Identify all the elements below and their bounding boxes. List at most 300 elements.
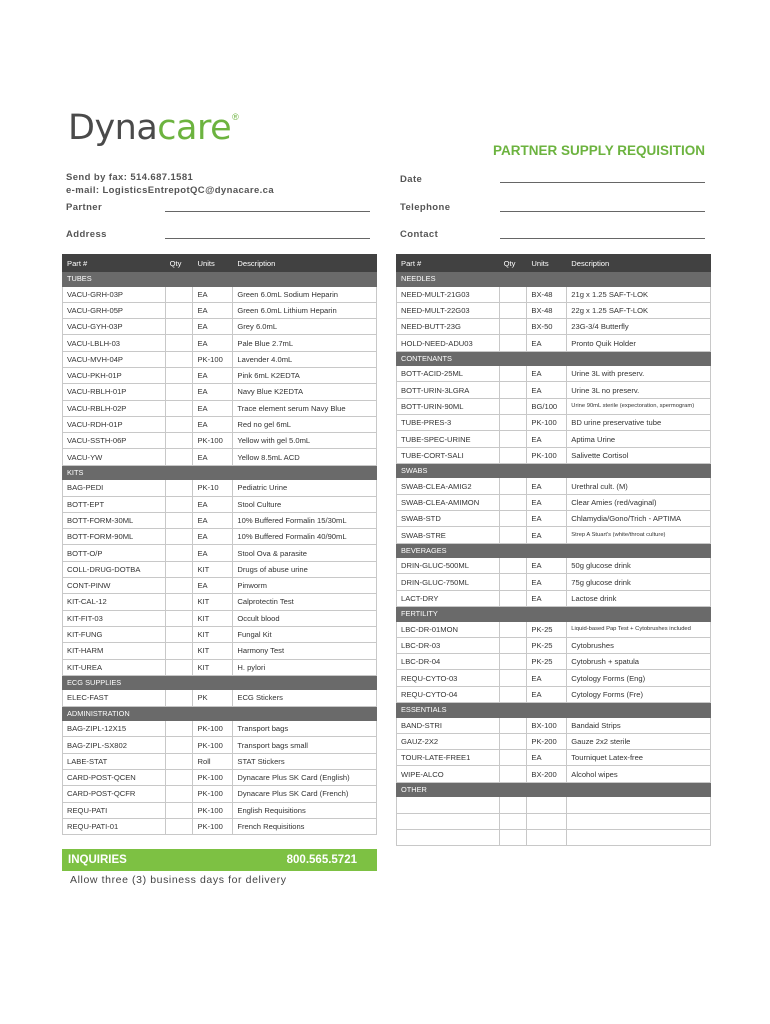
units-cell: EA xyxy=(527,511,567,527)
units-cell xyxy=(527,797,567,813)
table-row xyxy=(63,480,377,496)
units-cell: PK-100 xyxy=(527,447,567,463)
section-header-row xyxy=(63,465,377,480)
part-number-cell: HOLD-NEED-ADU03 xyxy=(397,335,500,351)
qty-cell[interactable] xyxy=(499,590,527,606)
part-number-cell: BAG-PEDI xyxy=(63,480,166,496)
table-row xyxy=(397,574,711,590)
description-cell: Tourniquet Latex-free xyxy=(567,750,711,766)
description-cell: 23G-3/4 Butterfly xyxy=(567,319,711,335)
qty-cell[interactable] xyxy=(499,686,527,702)
table-row xyxy=(63,529,377,545)
table-row xyxy=(63,496,377,512)
part-number-cell: REQU-PATI-01 xyxy=(63,818,166,834)
units-cell: PK-200 xyxy=(527,733,567,749)
qty-cell[interactable] xyxy=(165,753,193,769)
inquiries-phone: 800.565.5721 xyxy=(286,854,357,866)
column-header: Part # xyxy=(397,255,500,272)
qty-cell[interactable] xyxy=(499,750,527,766)
table-row xyxy=(397,717,711,733)
part-number-cell: TUBE-SPEC-URINE xyxy=(397,431,500,447)
section-label: BEVERAGES xyxy=(397,543,711,558)
table-row xyxy=(397,527,711,543)
description-cell: Stool Culture xyxy=(233,496,377,512)
qty-cell[interactable] xyxy=(499,494,527,510)
qty-cell[interactable] xyxy=(499,797,527,813)
qty-cell[interactable] xyxy=(499,766,527,782)
part-number-cell: DRIN-GLUC-750ML xyxy=(397,574,500,590)
part-number-cell: SWAB-STD xyxy=(397,511,500,527)
units-cell: KIT xyxy=(193,643,233,659)
qty-cell[interactable] xyxy=(499,478,527,494)
units-cell: EA xyxy=(193,578,233,594)
description-cell: Urine 90mL sterile (expectoration, spermogram) xyxy=(567,398,711,414)
description-cell: Stool Ova & parasite xyxy=(233,545,377,561)
description-cell: Strep A Stuart's (white/throat culture) xyxy=(567,527,711,543)
part-number-cell: VACU-RDH-01P xyxy=(63,416,166,432)
units-cell: EA xyxy=(527,686,567,702)
description-cell: Green 6.0mL Lithium Heparin xyxy=(233,302,377,318)
table-row xyxy=(63,578,377,594)
description-cell: 75g glucose drink xyxy=(567,574,711,590)
units-cell: EA xyxy=(193,400,233,416)
description-cell: Fungal Kit xyxy=(233,626,377,642)
column-header: Qty xyxy=(165,255,193,272)
qty-cell[interactable] xyxy=(499,621,527,637)
table-row xyxy=(63,561,377,577)
qty-cell[interactable] xyxy=(499,511,527,527)
column-header: Units xyxy=(527,255,567,272)
qty-cell[interactable] xyxy=(499,286,527,302)
units-cell: BX-50 xyxy=(527,319,567,335)
qty-cell[interactable] xyxy=(165,351,193,367)
part-number-cell: REQU-CYTO-04 xyxy=(397,686,500,702)
address-label: Address xyxy=(66,229,107,240)
table-row xyxy=(397,447,711,463)
description-cell: Pediatric Urine xyxy=(233,480,377,496)
description-cell: Aptima Urine xyxy=(567,431,711,447)
qty-cell[interactable] xyxy=(499,813,527,829)
description-cell: Navy Blue K2EDTA xyxy=(233,384,377,400)
partner-field[interactable] xyxy=(165,211,370,212)
part-number-cell: KIT-UREA xyxy=(63,659,166,675)
qty-cell[interactable] xyxy=(165,529,193,545)
section-label: TUBES xyxy=(63,272,377,287)
description-cell: Red no gel 6mL xyxy=(233,416,377,432)
partner-label: Partner xyxy=(66,202,103,213)
table-row xyxy=(397,686,711,702)
part-number-cell: VACU-GRH-03P xyxy=(63,286,166,302)
description-cell: Pink 6mL K2EDTA xyxy=(233,367,377,383)
qty-cell[interactable] xyxy=(499,637,527,653)
qty-cell[interactable] xyxy=(499,415,527,431)
part-number-cell: VACU-RBLH-01P xyxy=(63,384,166,400)
qty-cell[interactable] xyxy=(165,512,193,528)
table-row xyxy=(397,511,711,527)
description-cell: Chlamydia/Gono/Trich - APTIMA xyxy=(567,511,711,527)
description-cell: Cytobrushes xyxy=(567,637,711,653)
table-row xyxy=(397,286,711,302)
table-row xyxy=(63,416,377,432)
qty-cell[interactable] xyxy=(165,433,193,449)
table-row xyxy=(397,302,711,318)
units-cell: PK xyxy=(193,690,233,706)
qty-cell[interactable] xyxy=(499,335,527,351)
units-cell: EA xyxy=(527,494,567,510)
qty-cell[interactable] xyxy=(165,480,193,496)
description-cell: Urine 3L no preserv. xyxy=(567,382,711,398)
section-label: ADMINISTRATION xyxy=(63,706,377,721)
units-cell: EA xyxy=(527,574,567,590)
units-cell: BX-48 xyxy=(527,286,567,302)
table-row xyxy=(397,797,711,813)
section-label: ESSENTIALS xyxy=(397,703,711,718)
table-row xyxy=(397,733,711,749)
table-row xyxy=(397,590,711,606)
units-cell: EA xyxy=(193,496,233,512)
qty-cell[interactable] xyxy=(165,545,193,561)
description-cell: Green 6.0mL Sodium Heparin xyxy=(233,286,377,302)
fax-number: Send by fax: 514.687.1581 xyxy=(66,172,194,183)
description-cell: Cytobrush + spatula xyxy=(567,654,711,670)
description-cell: Pale Blue 2.7mL xyxy=(233,335,377,351)
part-number-cell: BAG-ZIPL-SX802 xyxy=(63,737,166,753)
qty-cell[interactable] xyxy=(165,818,193,834)
units-cell xyxy=(527,813,567,829)
description-cell: 21g x 1.25 SAF-T-LOK xyxy=(567,286,711,302)
section-header-row xyxy=(63,706,377,721)
qty-cell[interactable] xyxy=(165,302,193,318)
part-number-cell xyxy=(397,829,500,845)
part-number-cell: DRIN-GLUC-500ML xyxy=(397,558,500,574)
description-cell: Lavender 4.0mL xyxy=(233,351,377,367)
qty-cell[interactable] xyxy=(165,449,193,465)
description-cell: Salivette Cortisol xyxy=(567,447,711,463)
column-header: Qty xyxy=(499,255,527,272)
units-cell: PK-100 xyxy=(193,433,233,449)
part-number-cell: BOTT-URIN-90ML xyxy=(397,398,500,414)
units-cell: EA xyxy=(527,382,567,398)
contact-label: Contact xyxy=(400,229,439,240)
description-cell: Yellow 8.5mL ACD xyxy=(233,449,377,465)
part-number-cell: VACU-LBLH-03 xyxy=(63,335,166,351)
table-row xyxy=(63,302,377,318)
units-cell xyxy=(527,829,567,845)
units-cell: EA xyxy=(193,449,233,465)
qty-cell[interactable] xyxy=(165,737,193,753)
part-number-cell: TUBE-PRES-3 xyxy=(397,415,500,431)
qty-cell[interactable] xyxy=(499,398,527,414)
units-cell: EA xyxy=(193,335,233,351)
table-row xyxy=(63,433,377,449)
units-cell: EA xyxy=(193,384,233,400)
units-cell: PK-100 xyxy=(193,818,233,834)
section-header-row xyxy=(397,463,711,478)
units-cell: KIT xyxy=(193,610,233,626)
units-cell: PK-100 xyxy=(193,770,233,786)
description-cell: Pronto Quik Holder xyxy=(567,335,711,351)
left-supply-table xyxy=(62,254,377,835)
section-header-row xyxy=(63,675,377,690)
table-row xyxy=(397,478,711,494)
part-number-cell: ELEC-FAST xyxy=(63,690,166,706)
description-cell: STAT Stickers xyxy=(233,753,377,769)
part-number-cell: VACU-RBLH-02P xyxy=(63,400,166,416)
table-header-row xyxy=(63,255,377,272)
table-row xyxy=(63,384,377,400)
description-cell: Urethral cult. (M) xyxy=(567,478,711,494)
table-row xyxy=(63,367,377,383)
column-header: Description xyxy=(233,255,377,272)
page-title: PARTNER SUPPLY REQUISITION xyxy=(492,143,705,158)
units-cell: EA xyxy=(193,286,233,302)
table-row xyxy=(63,818,377,834)
units-cell: EA xyxy=(527,590,567,606)
section-header-row xyxy=(397,782,711,797)
qty-cell[interactable] xyxy=(499,366,527,382)
qty-cell[interactable] xyxy=(165,496,193,512)
part-number-cell xyxy=(397,813,500,829)
units-cell: KIT xyxy=(193,626,233,642)
units-cell: EA xyxy=(193,319,233,335)
table-row xyxy=(63,610,377,626)
date-label: Date xyxy=(400,174,423,185)
qty-cell[interactable] xyxy=(165,578,193,594)
units-cell: EA xyxy=(527,558,567,574)
qty-cell[interactable] xyxy=(165,384,193,400)
table-row xyxy=(63,351,377,367)
units-cell: PK-25 xyxy=(527,637,567,653)
description-cell: Gauze 2x2 sterile xyxy=(567,733,711,749)
description-cell: Dynacare Plus SK Card (English) xyxy=(233,770,377,786)
description-cell: Lactose drink xyxy=(567,590,711,606)
section-label: SWABS xyxy=(397,463,711,478)
description-cell: Urine 3L with preserv. xyxy=(567,366,711,382)
table-row xyxy=(397,829,711,845)
section-header-row xyxy=(397,272,711,287)
dynacare-logo: Dynacare ® xyxy=(68,108,239,148)
description-cell: Clear Amies (red/vaginal) xyxy=(567,494,711,510)
qty-cell[interactable] xyxy=(499,670,527,686)
qty-cell[interactable] xyxy=(165,416,193,432)
email-address: e-mail: LogisticsEntrepotQC@dynacare.ca xyxy=(66,185,275,196)
description-cell: Alcohol wipes xyxy=(567,766,711,782)
part-number-cell: COLL-DRUG-DOTBA xyxy=(63,561,166,577)
section-header-row xyxy=(397,703,711,718)
section-header-row xyxy=(397,543,711,558)
units-cell: PK-100 xyxy=(193,351,233,367)
units-cell: PK-100 xyxy=(193,721,233,737)
section-header-row xyxy=(397,607,711,622)
table-row xyxy=(397,366,711,382)
part-number-cell: SWAB-CLEA-AMIMON xyxy=(397,494,500,510)
qty-cell[interactable] xyxy=(165,786,193,802)
description-cell: French Requisitions xyxy=(233,818,377,834)
units-cell: KIT xyxy=(193,561,233,577)
qty-cell[interactable] xyxy=(499,431,527,447)
qty-cell[interactable] xyxy=(499,447,527,463)
section-label: KITS xyxy=(63,465,377,480)
table-row xyxy=(397,415,711,431)
qty-cell[interactable] xyxy=(165,659,193,675)
section-header-row xyxy=(63,272,377,287)
part-number-cell: LBC-DR-04 xyxy=(397,654,500,670)
qty-cell[interactable] xyxy=(165,594,193,610)
description-cell: 10% Buffered Formalin 15/30mL xyxy=(233,512,377,528)
table-row xyxy=(397,654,711,670)
description-cell: Transport bags small xyxy=(233,737,377,753)
description-cell: Calprotectin Test xyxy=(233,594,377,610)
part-number-cell: BAND-STRI xyxy=(397,717,500,733)
table-row xyxy=(63,802,377,818)
qty-cell[interactable] xyxy=(165,643,193,659)
part-number-cell: REQU-CYTO-03 xyxy=(397,670,500,686)
table-row xyxy=(397,398,711,414)
qty-cell[interactable] xyxy=(499,558,527,574)
qty-cell[interactable] xyxy=(165,561,193,577)
part-number-cell: LACT-DRY xyxy=(397,590,500,606)
table-header-row xyxy=(397,255,711,272)
qty-cell[interactable] xyxy=(165,721,193,737)
units-cell: EA xyxy=(193,367,233,383)
table-row xyxy=(63,753,377,769)
part-number-cell: NEED-MULT-22G03 xyxy=(397,302,500,318)
section-label: NEEDLES xyxy=(397,272,711,287)
qty-cell[interactable] xyxy=(165,367,193,383)
table-row xyxy=(397,382,711,398)
units-cell: PK-100 xyxy=(527,415,567,431)
telephone-label: Telephone xyxy=(400,202,451,213)
description-cell xyxy=(567,797,711,813)
part-number-cell: KIT-HARM xyxy=(63,643,166,659)
units-cell: BX-100 xyxy=(527,717,567,733)
table-row xyxy=(63,659,377,675)
telephone-field[interactable] xyxy=(500,211,705,212)
table-row xyxy=(397,750,711,766)
units-cell: BX-200 xyxy=(527,766,567,782)
units-cell: EA xyxy=(527,670,567,686)
part-number-cell: LABE-STAT xyxy=(63,753,166,769)
part-number-cell: BOTT-EPT xyxy=(63,496,166,512)
description-cell: Pinworm xyxy=(233,578,377,594)
date-field[interactable] xyxy=(500,182,705,183)
units-cell: KIT xyxy=(193,594,233,610)
table-row xyxy=(63,594,377,610)
units-cell: Roll xyxy=(193,753,233,769)
table-row xyxy=(397,558,711,574)
units-cell: BG/100 xyxy=(527,398,567,414)
description-cell: Yellow with gel 5.0mL xyxy=(233,433,377,449)
table-row xyxy=(63,319,377,335)
qty-cell[interactable] xyxy=(499,574,527,590)
qty-cell[interactable] xyxy=(499,319,527,335)
qty-cell[interactable] xyxy=(165,400,193,416)
units-cell: EA xyxy=(193,529,233,545)
description-cell xyxy=(567,813,711,829)
description-cell: Cytology Forms (Fre) xyxy=(567,686,711,702)
part-number-cell: KIT-FIT-03 xyxy=(63,610,166,626)
table-row xyxy=(63,643,377,659)
description-cell: Liquid-based Pap Test + Cytobrushes included xyxy=(567,621,711,637)
description-cell: Transport bags xyxy=(233,721,377,737)
part-number-cell: CARD-POST-QCFR xyxy=(63,786,166,802)
section-label: FERTILITY xyxy=(397,607,711,622)
column-header: Description xyxy=(567,255,711,272)
description-cell: Occult blood xyxy=(233,610,377,626)
part-number-cell: VACU-SSTH-06P xyxy=(63,433,166,449)
units-cell: PK-100 xyxy=(193,786,233,802)
table-row xyxy=(397,431,711,447)
part-number-cell: VACU-GYH-03P xyxy=(63,319,166,335)
table-row xyxy=(63,335,377,351)
qty-cell[interactable] xyxy=(165,626,193,642)
units-cell: EA xyxy=(193,302,233,318)
inquiries-bar xyxy=(62,849,377,871)
part-number-cell: BOTT-FORM-90ML xyxy=(63,529,166,545)
description-cell: Trace element serum Navy Blue xyxy=(233,400,377,416)
table-row xyxy=(63,737,377,753)
description-cell xyxy=(567,829,711,845)
qty-cell[interactable] xyxy=(499,717,527,733)
description-cell: 10% Buffered Formalin 40/90mL xyxy=(233,529,377,545)
description-cell: H. pylori xyxy=(233,659,377,675)
description-cell: Drugs of abuse urine xyxy=(233,561,377,577)
table-row xyxy=(63,400,377,416)
qty-cell[interactable] xyxy=(499,733,527,749)
units-cell: BX-48 xyxy=(527,302,567,318)
column-header: Part # xyxy=(63,255,166,272)
table-row xyxy=(397,670,711,686)
part-number-cell: GAUZ-2X2 xyxy=(397,733,500,749)
units-cell: EA xyxy=(527,750,567,766)
qty-cell[interactable] xyxy=(499,654,527,670)
units-cell: EA xyxy=(527,335,567,351)
units-cell: PK-25 xyxy=(527,654,567,670)
qty-cell[interactable] xyxy=(499,527,527,543)
part-number-cell: BOTT-O/P xyxy=(63,545,166,561)
column-header: Units xyxy=(193,255,233,272)
table-row xyxy=(63,626,377,642)
part-number-cell: WIPE-ALCO xyxy=(397,766,500,782)
contact-field[interactable] xyxy=(500,238,705,239)
units-cell: KIT xyxy=(193,659,233,675)
qty-cell[interactable] xyxy=(499,382,527,398)
qty-cell[interactable] xyxy=(165,610,193,626)
qty-cell[interactable] xyxy=(165,286,193,302)
part-number-cell: VACU-MVH-04P xyxy=(63,351,166,367)
part-number-cell xyxy=(397,797,500,813)
qty-cell[interactable] xyxy=(165,770,193,786)
qty-cell[interactable] xyxy=(165,690,193,706)
part-number-cell: LBC-DR-03 xyxy=(397,637,500,653)
qty-cell[interactable] xyxy=(499,829,527,845)
units-cell: EA xyxy=(193,545,233,561)
units-cell: EA xyxy=(527,527,567,543)
address-field[interactable] xyxy=(165,238,370,239)
qty-cell[interactable] xyxy=(165,802,193,818)
delivery-note: Allow three (3) business days for delivery xyxy=(70,874,287,886)
qty-cell[interactable] xyxy=(165,319,193,335)
qty-cell[interactable] xyxy=(165,335,193,351)
section-label: ECG SUPPLIES xyxy=(63,675,377,690)
part-number-cell: NEED-BUTT-23G xyxy=(397,319,500,335)
qty-cell[interactable] xyxy=(499,302,527,318)
table-row xyxy=(397,494,711,510)
part-number-cell: KIT-FUNG xyxy=(63,626,166,642)
units-cell: PK-10 xyxy=(193,480,233,496)
inquiries-label: INQUIRIES xyxy=(68,854,127,866)
part-number-cell: BOTT-FORM-30ML xyxy=(63,512,166,528)
